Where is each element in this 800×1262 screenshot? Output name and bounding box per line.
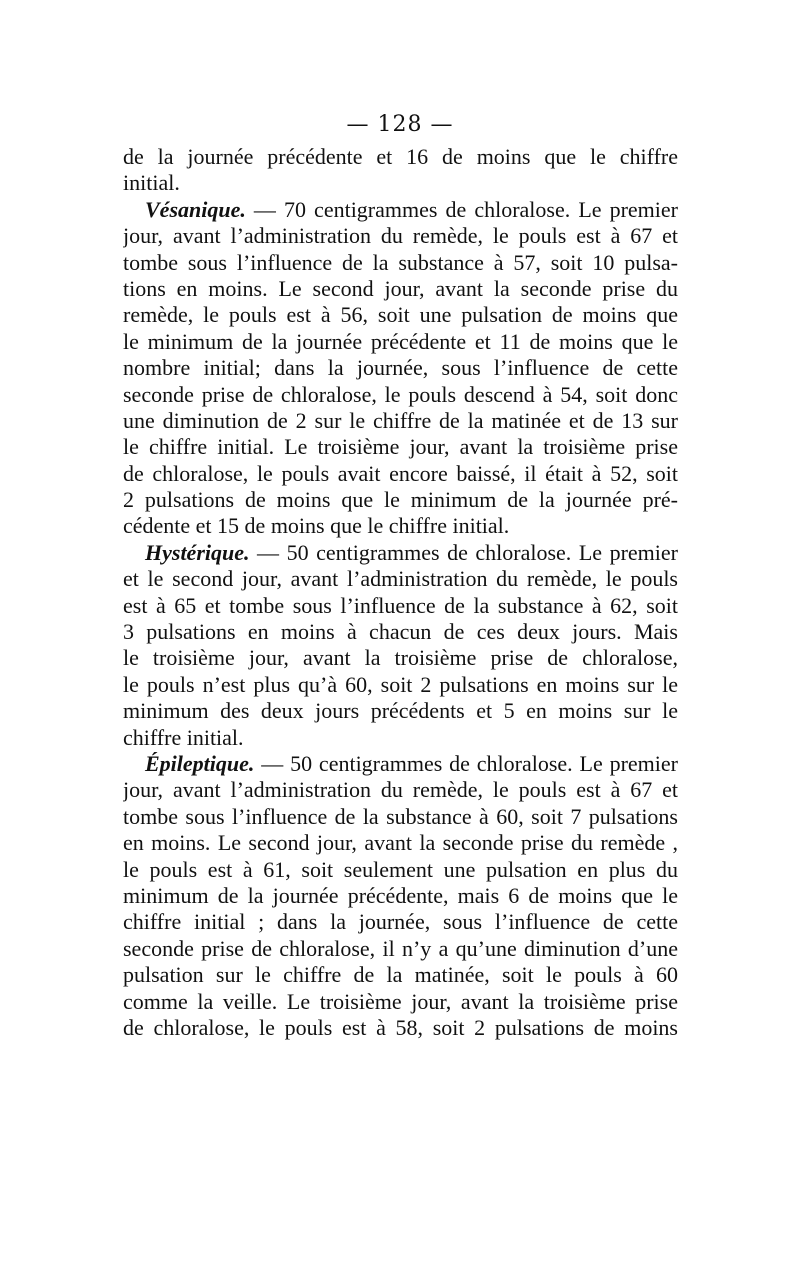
paragraph-lead-term: Vésanique. [145, 196, 246, 222]
text-line-rest: — 50 centigrammes de chloralose. Le premier [249, 539, 678, 565]
text-line: pulsation sur le chiffre de la matinée, soit le pouls à 60 [123, 962, 678, 988]
text-line: de chloralose, le pouls avait encore baissé, il était à 52, soit [123, 460, 678, 486]
text-line: est à 65 et tombe sous l’influence de la substance à 62, soit [123, 592, 678, 618]
paragraph-hysterique [123, 540, 678, 751]
text-line: et le second jour, avant l’administration du remède, le pouls [123, 566, 678, 592]
text-line-rest: — 70 centigrammes de chloralose. Le premier [245, 196, 678, 222]
text-line: 3 pulsations en moins à chacun de ces deux jours. Mais [123, 619, 678, 645]
text-line [123, 751, 678, 777]
page-number: — 128 — [346, 112, 454, 137]
text-line: nombre initial; dans la journée, sous l’influence de cette [123, 355, 678, 381]
text-line: le minimum de la journée précédente et 11 de moins que le [123, 328, 678, 354]
text-line: seconde prise de chloralose, le pouls descend à 54, soit donc [123, 381, 678, 407]
text-line: seconde prise de chloralose, il n’y a qu’une diminution d’une [123, 935, 678, 961]
text-line: initial. [123, 170, 180, 196]
text-line: tombe sous l’influence de la substance à 60, soit 7 pulsations [123, 803, 678, 829]
text-line: 2 pulsations de moins que le minimum de la journée pré- [123, 487, 678, 513]
text-line: minimum des deux jours précédents et 5 en moins sur le [123, 698, 678, 724]
text-line: le chiffre initial. Le troisième jour, avant la troisième prise [123, 434, 678, 460]
text-line: une diminution de 2 sur le chiffre de la matinée et de 13 sur [123, 407, 678, 433]
paragraph-lead-term: Épileptique. [145, 750, 255, 776]
paragraph-continuation [123, 144, 678, 197]
text-line: de la journée précédente et 16 de moins que le chiffre [123, 144, 678, 169]
text-line: jour, avant l’administration du remède, le pouls est à 67 et [123, 777, 678, 803]
text-line: remède, le pouls est à 56, soit une pulsation de moins que [123, 302, 678, 328]
text-line: chiffre initial. [123, 724, 244, 750]
text-line: chiffre initial ; dans la journée, sous l’influence de cette [123, 909, 678, 935]
text-line [123, 540, 678, 566]
text-line: comme la veille. Le troisième jour, avant la troisième prise [123, 988, 678, 1014]
text-line: tions en moins. Le second jour, avant la seconde prise du [123, 275, 678, 301]
text-line: minimum de la journée précédente, mais 6 de moins que le [123, 882, 678, 908]
text-line: cédente et 15 de moins que le chiffre initial. [123, 513, 510, 539]
text-line [123, 197, 678, 223]
text-line: tombe sous l’influence de la substance à 57, soit 10 pulsa- [123, 249, 678, 275]
text-line-rest: — 50 centigrammes de chloralose. Le premier [254, 750, 678, 776]
text-line: de chloralose, le pouls est à 58, soit 2 pulsations de moins [123, 1014, 678, 1040]
text-line: jour, avant l’administration du remède, le pouls est à 67 et [123, 223, 678, 249]
text-line: en moins. Le second jour, avant la seconde prise du remède , [123, 830, 678, 856]
paragraph-lead-term: Hystérique. [145, 539, 250, 565]
text-line: le troisième jour, avant la troisième prise de chloralose, [123, 645, 678, 671]
paragraph-epileptique [123, 751, 678, 1041]
text-line: le pouls est à 61, soit seulement une pulsation en plus du [123, 856, 678, 882]
paragraph-vesanique [123, 197, 678, 540]
body-text [123, 144, 678, 1041]
text-line: le pouls n’est plus qu’à 60, soit 2 pulsations en moins sur le [123, 671, 678, 697]
